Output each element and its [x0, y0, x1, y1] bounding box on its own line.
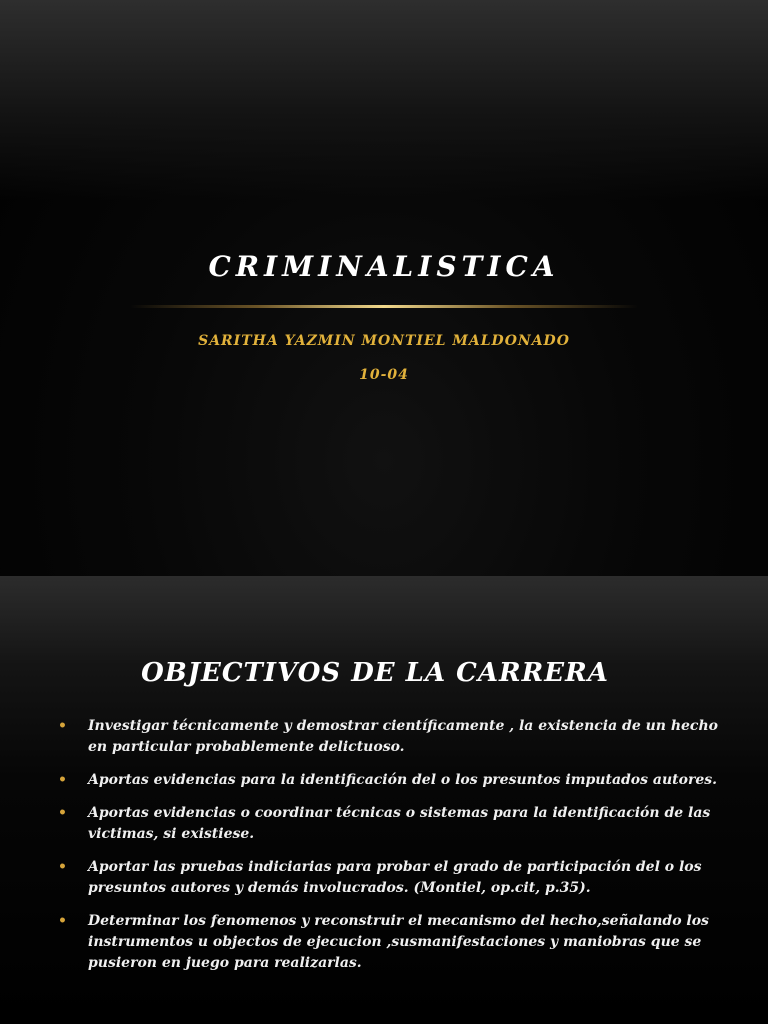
list-item	[58, 803, 718, 845]
bullet-icon: •	[58, 859, 67, 875]
list-item-text: Aportar las pruebas indiciarias para probar el grado de participación del o los presuntos autores y demás involucrados. (Montiel, op.cit, p.35).	[88, 859, 702, 896]
list-item-text: Determinar los fenomenos y reconstruir el mecanismo del hecho,señalando los instrumentos u objectos de ejecucion ,susmanifestaciones y maniobras que se pusieron en juego para realizarlas.	[88, 913, 709, 971]
slide-title: CRIMINALISTICA	[208, 250, 560, 283]
slide-heading: OBJECTIVOS DE LA CARRERA	[141, 658, 609, 688]
list-item	[58, 770, 718, 791]
bullet-icon: •	[58, 718, 67, 734]
title-divider	[130, 305, 638, 308]
author-name: SARITHA YAZMIN MONTIEL MALDONADO	[198, 333, 570, 349]
list-item-text: Aportas evidencias o coordinar técnicas o sistemas para la identificación de las victimas, si existiese.	[88, 805, 711, 842]
objectives-slide	[0, 576, 768, 1024]
slide-gradient	[0, 0, 768, 200]
bullet-icon: •	[58, 913, 67, 929]
bullet-icon: •	[58, 772, 67, 788]
objectives-list	[58, 716, 718, 986]
group-code: 10-04	[359, 367, 409, 383]
list-item	[58, 716, 718, 758]
list-item-text: Aportas evidencias para la identificación del o los presuntos imputados autores.	[88, 772, 717, 788]
list-item-text: Investigar técnicamente y demostrar científicamente , la existencia de un hecho en particular probablemente delictuoso.	[88, 718, 718, 755]
list-item	[58, 911, 718, 974]
list-item	[58, 857, 718, 899]
bullet-icon: •	[58, 805, 67, 821]
